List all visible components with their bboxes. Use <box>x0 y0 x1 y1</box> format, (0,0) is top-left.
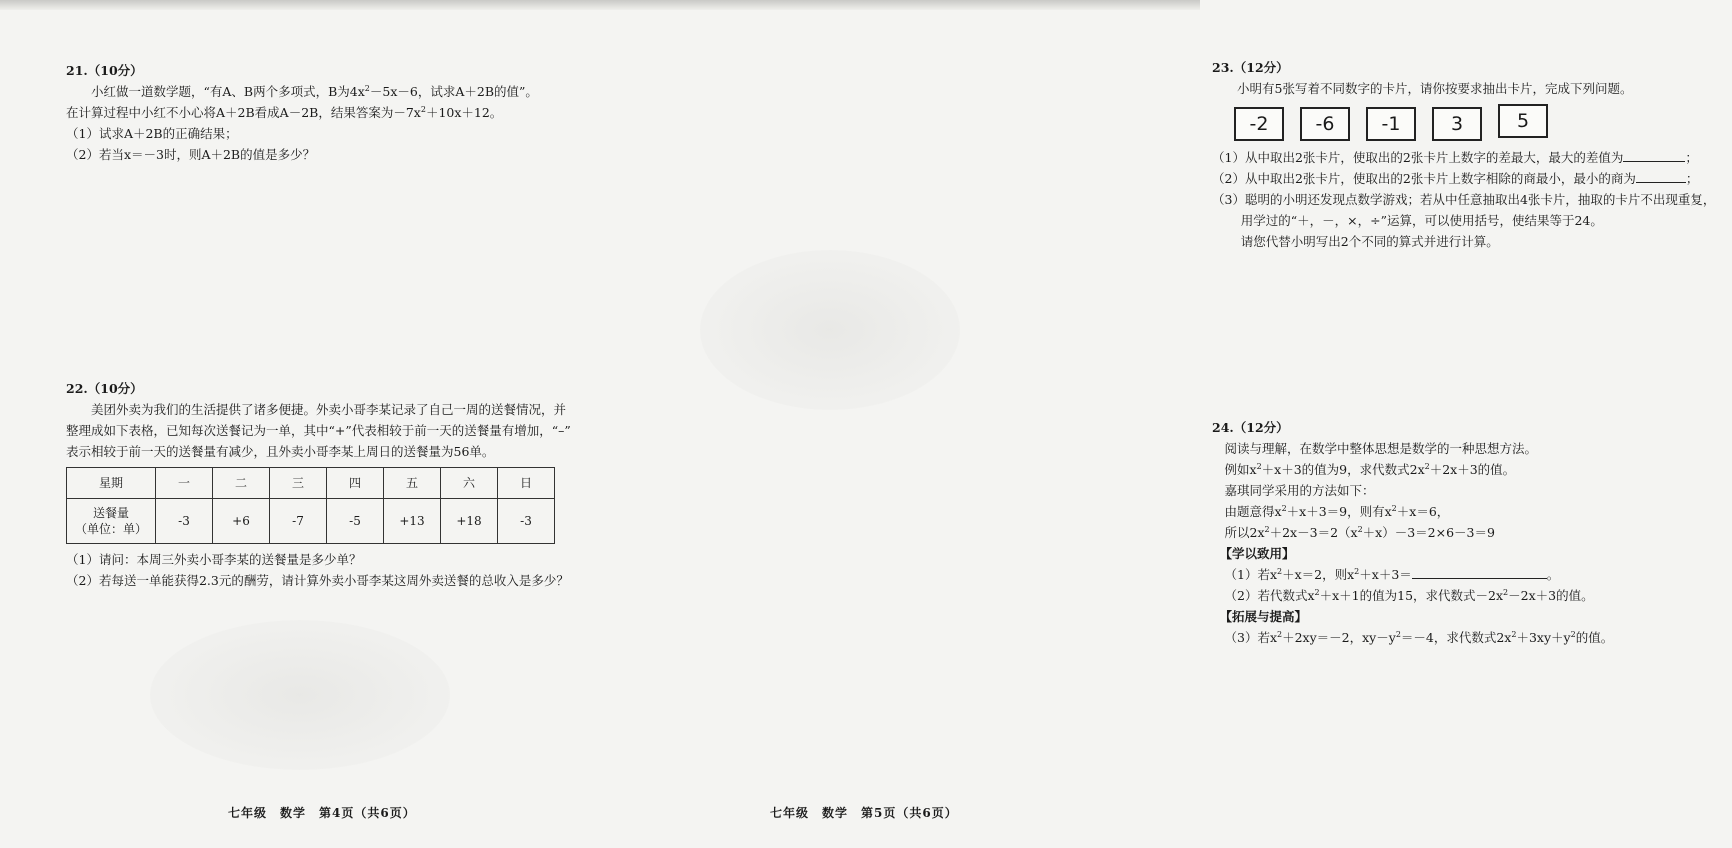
number-card: -1 <box>1366 107 1416 141</box>
table-header-cell: 星期 <box>67 468 156 499</box>
question-24 <box>1212 417 1732 648</box>
left-page <box>0 0 600 848</box>
table-value-cell: +18 <box>441 499 498 544</box>
text-span: （2）若代数式x <box>1224 588 1315 603</box>
sub-question-1: （1）试求A＋2B的正确结果； <box>66 126 238 141</box>
number-card: 5 <box>1498 104 1548 138</box>
text-span: （3）若x <box>1224 630 1278 645</box>
question-text: 表示相较于前一天的送餐量有减少，且外卖小哥李某上周日的送餐量为56单。 <box>66 444 495 459</box>
question-text <box>1212 522 1732 543</box>
question-text: 用学过的“＋，－，×，÷”运算，可以使用括号，使结果等于24。 <box>1240 213 1603 228</box>
table-day-cell: 三 <box>270 468 327 499</box>
question-text: 小明有5张写着不同数字的卡片，请你按要求抽出卡片，完成下列问题。 <box>1237 81 1633 96</box>
text-span: ＋x）－3＝2×6－3＝9 <box>1362 525 1495 540</box>
table-day-cell: 二 <box>213 468 270 499</box>
table-day-cell: 四 <box>327 468 384 499</box>
superscript: 2 <box>364 83 370 93</box>
table-value-cell: -3 <box>498 499 555 544</box>
section-heading: 【拓展与提高】 <box>1219 609 1308 624</box>
text-span: ＋x＋3的值为9，求代数式2x <box>1261 462 1425 477</box>
sub-question-2 <box>1212 585 1732 606</box>
sub-question-1 <box>1212 147 1712 168</box>
section-heading: 【学以致用】 <box>1219 546 1295 561</box>
question-text: 整理成如下表格，已知每次送餐记为一单，其中“+”代表相较于前一天的送餐量有增加，“–” <box>66 423 571 438</box>
number-cards <box>1234 107 1712 141</box>
superscript: 2 <box>1314 587 1320 597</box>
table-row-label <box>67 499 156 544</box>
superscript: 2 <box>1357 524 1363 534</box>
question-title: 21.（10分） <box>66 63 143 78</box>
text-span: －5x－6，试求A＋2B的值”。 <box>369 84 538 99</box>
superscript: 2 <box>1395 629 1401 639</box>
text-span: （1）若x <box>1224 567 1278 582</box>
sub-question-2: （2）若当x＝－3时，则A＋2B的值是多少？ <box>66 147 316 162</box>
table-value-cell: -5 <box>327 499 384 544</box>
row-label-line: （单位：单） <box>74 522 147 536</box>
sub-question-3: （3）聪明的小明还发现点数学游戏；若从中任意抽取出4张卡片，抽取的卡片不出现重复， <box>1212 192 1716 207</box>
question-text <box>1212 501 1732 522</box>
superscript: 2 <box>1424 461 1430 471</box>
text-span: ＋x＋3＝9，则有x <box>1286 504 1392 519</box>
question-text <box>66 102 566 123</box>
superscript: 2 <box>1281 503 1287 513</box>
table-day-cell: 一 <box>156 468 213 499</box>
text-span: ＝－4，求代数式2x <box>1400 630 1512 645</box>
superscript: 2 <box>1570 629 1576 639</box>
text-span: ＋x＋1的值为15，求代数式－2x <box>1319 588 1504 603</box>
superscript: 2 <box>1391 503 1397 513</box>
question-text: 请您代替小明写出2个不同的算式并进行计算。 <box>1240 234 1499 249</box>
table-value-cell: +13 <box>384 499 441 544</box>
text-span: ＋x＝2，则x <box>1282 567 1355 582</box>
superscript: 2 <box>1354 566 1360 576</box>
superscript: 2 <box>1277 629 1283 639</box>
sub-question-1: （1）请问：本周三外卖小哥李某的送餐量是多少单？ <box>66 552 362 567</box>
superscript: 2 <box>1256 461 1262 471</box>
text-span: ＋10x＋12。 <box>425 105 503 120</box>
text-span: －2x＋3的值。 <box>1508 588 1594 603</box>
table-value-cell: -7 <box>270 499 327 544</box>
text-span: 由题意得x <box>1224 504 1282 519</box>
sub-question-1 <box>1212 564 1732 585</box>
text-span: 。 <box>1546 567 1560 582</box>
question-text: 阅读与理解，在数学中整体思想是数学的一种思想方法。 <box>1224 441 1538 456</box>
text-span: 所以2x <box>1224 525 1265 540</box>
number-card: 3 <box>1432 107 1482 141</box>
text-span: （1）从中取出2张卡片，使取出的2张卡片上数字的差最大，最大的差值为 <box>1212 150 1624 165</box>
question-22 <box>66 378 571 591</box>
superscript: 2 <box>1503 587 1509 597</box>
superscript: 2 <box>1277 566 1283 576</box>
superscript: 2 <box>1511 629 1517 639</box>
row-label-line: 送餐量 <box>92 506 129 520</box>
table-day-cell: 五 <box>384 468 441 499</box>
text-span: ＋3xy＋y <box>1516 630 1571 645</box>
table-value-cell: +6 <box>213 499 270 544</box>
table-day-cell: 六 <box>441 468 498 499</box>
table-value-cell: -3 <box>156 499 213 544</box>
superscript: 2 <box>420 104 426 114</box>
table-day-cell: 日 <box>498 468 555 499</box>
question-text <box>66 81 566 102</box>
text-span: ＋2x＋3的值。 <box>1429 462 1516 477</box>
question-text: 嘉琪同学采用的方法如下： <box>1224 483 1375 498</box>
text-span: ＋x＝6， <box>1396 504 1450 519</box>
text-span: ＋2xy＝－2，xy－y <box>1282 630 1396 645</box>
question-21 <box>66 60 566 165</box>
page-footer: 七年级 数学 第4页（共6页） <box>228 806 416 820</box>
question-title: 23.（12分） <box>1212 60 1289 75</box>
answer-blank[interactable] <box>1412 566 1547 579</box>
text-span: ； <box>1685 171 1699 186</box>
text-span: 例如x <box>1224 462 1257 477</box>
sub-question-3 <box>1212 627 1732 648</box>
number-card: -2 <box>1234 107 1284 141</box>
question-text: 美团外卖为我们的生活提供了诸多便捷。外卖小哥李某记录了自己一周的送餐情况，并 <box>91 402 567 417</box>
delivery-table <box>66 467 555 544</box>
sub-question-2 <box>1212 168 1712 189</box>
question-title: 22.（10分） <box>66 381 143 396</box>
text-span: 小红做一道数学题，“有A、B两个多项式，B为4x <box>91 84 365 99</box>
text-span: 在计算过程中小红不小心将A＋2B看成A－2B，结果答案为－7x <box>66 105 421 120</box>
text-span: ； <box>1685 150 1698 165</box>
sub-question-2: （2）若每送一单能获得2.3元的酬劳，请计算外卖小哥李某这周外卖送餐的总收入是多少？ <box>66 573 569 588</box>
answer-blank[interactable] <box>1623 149 1685 162</box>
text-span: ＋x＋3＝ <box>1359 567 1412 582</box>
text-span: （2）从中取出2张卡片，使取出的2张卡片上数字相除的商最小，最小的商为 <box>1212 171 1636 186</box>
text-span: 的值。 <box>1575 630 1614 645</box>
text-span: ＋2x－3＝2（x <box>1269 525 1358 540</box>
table-header-row <box>67 468 555 499</box>
question-text <box>1212 459 1732 480</box>
question-title: 24.（12分） <box>1212 420 1289 435</box>
table-row <box>67 499 555 544</box>
question-23 <box>1212 57 1716 252</box>
page-footer: 七年级 数学 第5页（共6页） <box>770 806 958 820</box>
answer-blank[interactable] <box>1636 170 1686 183</box>
number-card: -6 <box>1300 107 1350 141</box>
superscript: 2 <box>1264 524 1270 534</box>
